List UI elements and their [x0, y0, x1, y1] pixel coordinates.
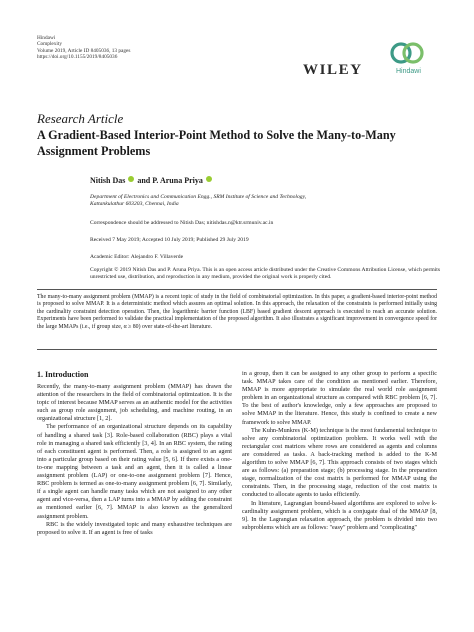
- volume-info: Volume 2019, Article ID 8405036, 13 pages: [37, 47, 131, 54]
- author-name[interactable]: Nitish Das: [90, 176, 126, 185]
- journal-publisher: Hindawi: [37, 35, 56, 41]
- hindawi-wordmark: Hindawi: [396, 68, 421, 75]
- wiley-logo: WILEY: [303, 62, 363, 78]
- academic-editor: Academic Editor: Alejandro F. Villaverde: [90, 254, 184, 260]
- affiliation-line: Department of Electronics and Communication Engg., SRM Institute of Science and Technology,: [90, 194, 307, 200]
- affiliation: [90, 194, 410, 208]
- paragraph: In literature, Lagrangian bound-based algorithms are explored to solve k-cardinality assignment problem, which is a conjugate dual of the MMAP [8, 9]. In the Lagrangian relaxation approach, the problem is divided into two subproblems which are as follows: "easy" problem and "complicating": [242, 499, 437, 531]
- paragraph: Recently, the many-to-many assignment problem (MMAP) has drawn the attention of the researchers in the field of combinatorial optimization. It is the topic of interest because MMAP serves as an authentic model for the activities such as group role assignment, job scheduling, and machine routing, in an organizational structure [1, 2].: [37, 383, 232, 423]
- author-name[interactable]: P. Aruna Priya: [152, 176, 203, 185]
- abstract-text: The many-to-many assignment problem (MMAP) is a recent topic of study in the field of combinatorial optimization. In this paper, a gradient-based interior-point method is proposed to solve MMAP. It is a deterministic method which assures an optimal solution. In this approach, the relaxation of the constraints is performed initially using the cardinality constraint detection operation. Then, the logarithmic barrier function (LBF) based gradient descent approach is executed to reach an accurate solution. Experiments have been performed to validate the practical implementation of the proposed algorithm. It also illustrates a significant improvement in convergence speed for the large MMAPs (i.e., if group size, α ≥ 80) over state-of-the-art literature.: [37, 294, 437, 330]
- paragraph: The Kuhn-Munkres (K-M) technique is the most fundamental technique to solve any combinatorial optimization problem. It works well with the rectangular cost matrices where rows are considered as agents and columns are considered as tasks. A back-tracking method is added to the K-M algorithm to solve MMAP [6, 7]. This approach consists of two stages which are as follows: (a) preparation stage; (b) processing stage. In the preparation stage, normalization of the cost matrix is performed for MMAP using the constraints. Then, in the processing stage, reduction of the cost matrix is conducted to allocate agents to tasks efficiently.: [242, 426, 437, 499]
- paragraph: in a group, then it can be assigned to any other group to perform a specific task. MMAP takes care of the condition as mentioned earlier. Therefore, MMAP is more appropriate to simulate the real world role assignment problem in an organizational structure as compared with RBC problem [6, 7]. To the best of author's knowledge, only a few approaches are proposed to solve MMAP in the literature. Hence, this study is confined to create a new framework to solve MMAP.: [242, 370, 437, 426]
- orcid-icon[interactable]: [206, 176, 212, 182]
- body-column-left: [37, 383, 232, 537]
- author-list: [90, 176, 213, 185]
- orcid-icon[interactable]: [128, 176, 134, 182]
- abstract-bottom-rule: [37, 349, 437, 350]
- journal-header: [37, 35, 130, 61]
- article-type: Research Article: [37, 111, 124, 126]
- article-title: A Gradient-Based Interior-Point Method to Solve the Many-to-Many Assignment Problems: [37, 128, 396, 158]
- section-heading: 1. Introduction: [37, 370, 89, 379]
- paragraph: RBC is the widely investigated topic and many exhaustive techniques are proposed to solve it. If an agent is free of tasks: [37, 520, 232, 536]
- author-conjunction: and: [137, 176, 151, 185]
- paragraph: The performance of an organizational structure depends on its capability of handling a shared task [3]. Role-based collaboration (RBC) plays a vital role in managing a shared task efficiently [3, 4]. In an RBC system, the rating of each constituent agent is performed. Then, a role is assigned to an agent into a particular group based on their rating value [5, 6]. If there exists a one-to-one mapping between a task and an agent, then it is called a linear assignment problem (LAP) or one-to-one assignment problem [7]. Hence, RBC problem is termed as one-to-many assignment problem [6, 7]. Similarly, if a single agent can handle many tasks which are not assigned to any other agent and vice-versa, then a LAP turns into a MMAP by adding the constraint as mentioned earlier [6, 7]. MMAP is also known as the generalized assignment problem.: [37, 423, 232, 520]
- affiliation-line: Kattankulathur 603203, Chennai, India: [90, 201, 179, 207]
- hindawi-logo-icon: [390, 38, 424, 68]
- journal-name: Complexity: [37, 41, 63, 48]
- abstract-top-rule: [37, 289, 437, 290]
- correspondence: Correspondence should be addressed to Nitish Das; nitishdas.n@ktr.srmuniv.ac.in: [90, 220, 274, 226]
- doi-link[interactable]: https://doi.org/10.1155/2019/8405036: [37, 54, 118, 61]
- publication-dates: Received 7 May 2019; Accepted 10 July 2019; Published 29 July 2019: [90, 237, 249, 243]
- body-column-right: [242, 370, 437, 532]
- copyright-notice: Copyright © 2019 Nitish Das and P. Aruna Priya. This is an open access article distributed under the Creative Commons Attribution License, which permits unrestricted use, distribution, and reproduction in any medium, provided the original work is properly cited.: [90, 267, 440, 280]
